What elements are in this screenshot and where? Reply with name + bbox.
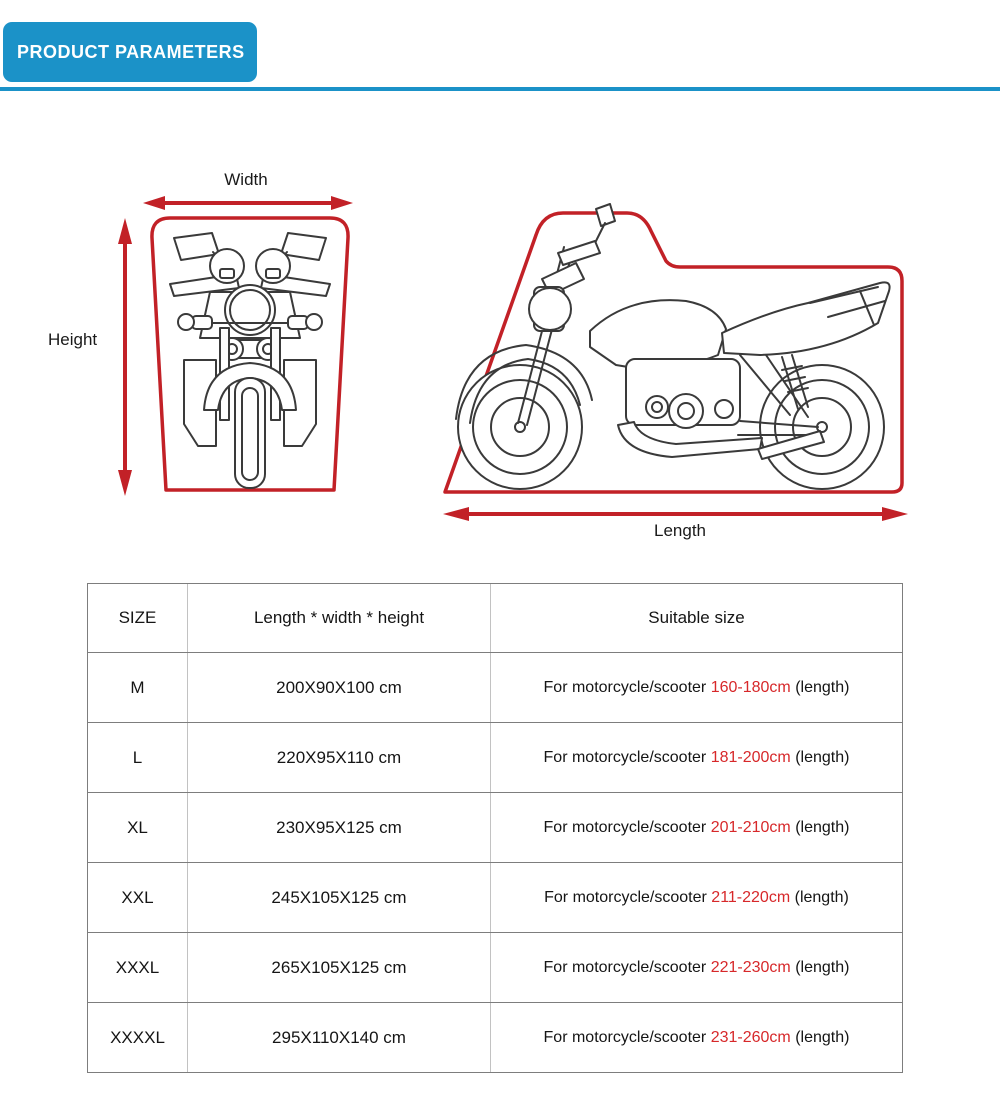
size-range: 160-180cm [710,678,791,696]
suitable-cell [491,863,903,933]
dimensions-cell: 220X95X110 cm [188,723,491,793]
size-cell: L [88,723,188,793]
suitable-prefix: For motorcycle/scooter [543,818,707,836]
table-row [88,863,903,933]
suitable-cell [491,723,903,793]
motorcycle-side-view-diagram [430,195,920,505]
size-range: 211-220cm [711,888,791,906]
height-arrow-icon [116,218,134,496]
product-parameters-tab [3,22,257,82]
motorcycle-front-view-diagram [140,208,360,500]
dimensions-cell: 230X95X125 cm [188,793,491,863]
dimensions-cell: 200X90X100 cm [188,653,491,723]
suitable-prefix: For motorcycle/scooter [544,888,707,906]
size-range: 221-230cm [710,958,791,976]
size-cell: M [88,653,188,723]
suitable-suffix: (length) [795,678,850,696]
table-header-row [88,584,903,653]
suitable-cell [491,1003,903,1073]
table-row [88,1003,903,1073]
size-range: 201-210cm [710,818,791,836]
size-cell: XXL [88,863,188,933]
dimensions-cell: 245X105X125 cm [188,863,491,933]
length-label: Length [654,521,706,540]
table-row [88,933,903,1003]
header-cell-size: SIZE [88,584,188,653]
header-cell-dimensions: Length * width * height [188,584,491,653]
size-range: 231-260cm [710,1028,791,1046]
size-cell: XL [88,793,188,863]
header-cell-suitable: Suitable size [491,584,903,653]
size-table [87,583,903,1073]
suitable-cell [491,793,903,863]
suitable-suffix: (length) [794,888,849,906]
suitable-prefix: For motorcycle/scooter [543,958,707,976]
dimensions-cell: 265X105X125 cm [188,933,491,1003]
suitable-suffix: (length) [795,1028,850,1046]
suitable-cell [491,653,903,723]
suitable-suffix: (length) [795,958,850,976]
size-cell: XXXL [88,933,188,1003]
page-title: PRODUCT PARAMETERS [17,41,245,62]
header-underline [0,87,1000,91]
size-range: 181-200cm [710,748,791,766]
width-label: Width [224,170,268,189]
height-label: Height [48,330,98,349]
table-row [88,793,903,863]
suitable-suffix: (length) [795,818,850,836]
suitable-cell [491,933,903,1003]
table-row [88,723,903,793]
size-cell: XXXXL [88,1003,188,1073]
table-row [88,653,903,723]
suitable-suffix: (length) [795,748,850,766]
suitable-prefix: For motorcycle/scooter [543,678,707,696]
suitable-prefix: For motorcycle/scooter [543,1028,707,1046]
dimensions-cell: 295X110X140 cm [188,1003,491,1073]
suitable-prefix: For motorcycle/scooter [543,748,707,766]
